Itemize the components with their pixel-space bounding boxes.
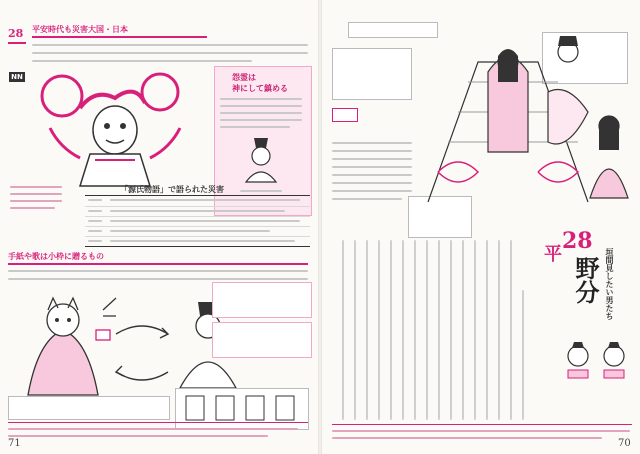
right-page — [322, 0, 640, 454]
section2-heading: 手紙や歌は小枠に贈るもの — [8, 252, 104, 261]
right-page-number: 70 — [618, 438, 631, 449]
left-page — [0, 0, 318, 454]
exchange-arrows — [112, 318, 172, 388]
section1-underline — [32, 36, 207, 38]
point1-callout — [332, 48, 412, 100]
callout-box-2 — [212, 322, 312, 358]
folded-letter-diagram — [182, 392, 302, 426]
section1-heading: 平安時代も災害大国・日本 — [32, 25, 128, 34]
nowaki-scene-illustration — [418, 22, 598, 212]
raijin-illustration — [40, 68, 190, 188]
callout-box-1 — [212, 282, 312, 318]
character-icons — [560, 340, 634, 384]
sidebar-title: 怨霊は 神にして鎮める — [232, 73, 288, 93]
chapter-underline — [8, 42, 26, 44]
section2-underline — [8, 263, 308, 265]
left-page-number: 71 — [8, 438, 21, 449]
chapter-subtitle: 垣間見したい男たち — [605, 248, 614, 320]
synopsis-badge — [332, 108, 358, 122]
michizane-portrait — [236, 134, 286, 184]
chapter-kicker: 平 — [541, 244, 562, 262]
lady-with-letter-illustration — [8, 290, 118, 400]
caption-box — [8, 396, 170, 420]
chapter-number: 28 — [562, 228, 593, 254]
lady-murasaki-illustration — [584, 110, 634, 200]
chapter-number: 28 — [8, 27, 24, 40]
chapter-title: 野分 — [571, 256, 600, 304]
portrait-name — [240, 190, 282, 192]
table-label: 「源氏物語」で語られた災害 — [120, 185, 224, 194]
section-icon-badge: NN — [9, 72, 25, 82]
